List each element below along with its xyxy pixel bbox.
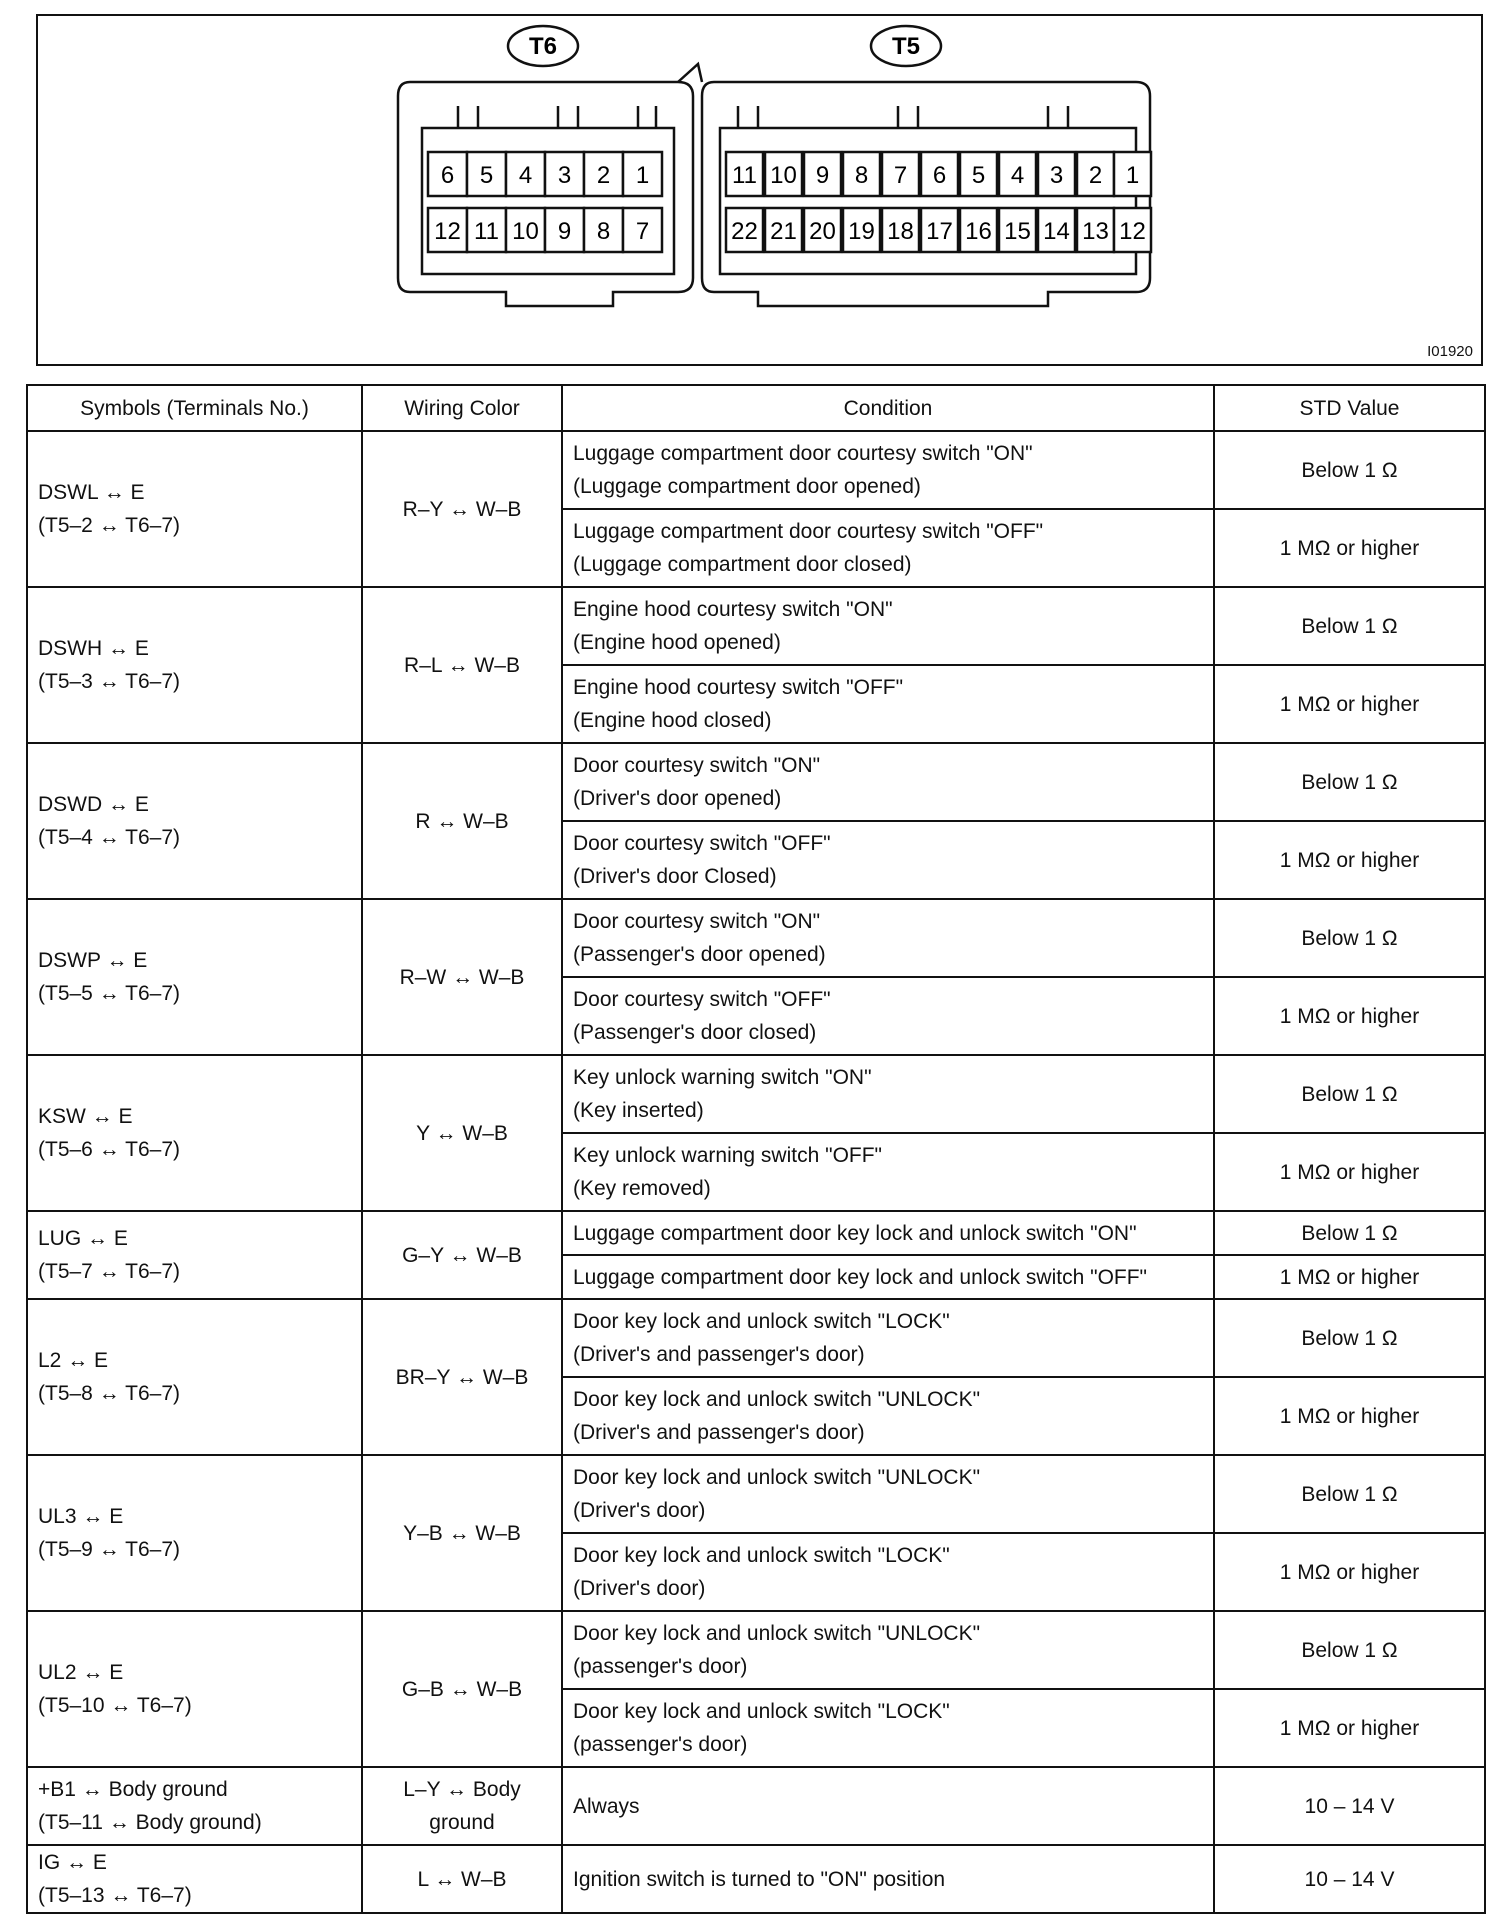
- cell-text-line: +B1 ↔ Body ground: [38, 1778, 228, 1801]
- table-row: [27, 431, 1485, 509]
- std-value-cell: 10 – 14 V: [1214, 1845, 1485, 1913]
- wiring-color-cell: [362, 1767, 562, 1845]
- condition-cell: [562, 509, 1214, 587]
- table-row: [27, 1611, 1485, 1689]
- condition-cell: [562, 977, 1214, 1055]
- cell-text-line: Luggage compartment door courtesy switch "OFF": [573, 520, 1044, 543]
- t6-pin-grid: [428, 152, 662, 252]
- std-value-cell: 1 MΩ or higher: [1214, 665, 1485, 743]
- cell-text-line: Door key lock and unlock switch "UNLOCK": [573, 1622, 981, 1645]
- cell-text-line: Ignition switch is turned to "ON" position: [573, 1867, 946, 1891]
- header-wiring-color: Wiring Color: [362, 385, 562, 431]
- symbol-cell: [27, 899, 362, 1055]
- figure-id: I01920: [1427, 343, 1473, 360]
- cell-text-line: Door key lock and unlock switch "LOCK": [573, 1310, 950, 1333]
- cell-text-line: (T5–8 ↔ T6–7): [38, 1382, 181, 1405]
- t5-pin-grid: [726, 152, 1151, 252]
- t6-pin: 3: [557, 162, 572, 189]
- t5-pin: 5: [971, 162, 986, 189]
- condition-cell: [562, 1133, 1214, 1211]
- t5-pin: 17: [926, 218, 953, 245]
- table-row: [27, 1055, 1485, 1133]
- t6-pin: 4: [518, 162, 533, 189]
- symbol-cell: [27, 431, 362, 587]
- t5-pin: 8: [854, 162, 869, 189]
- symbol-cell: [27, 1845, 362, 1913]
- cell-text-line: L2 ↔ E: [38, 1349, 109, 1372]
- connector-diagram: [36, 14, 1483, 366]
- t6-pin: 11: [474, 218, 499, 245]
- cell-text-line: (Key inserted): [573, 1099, 704, 1122]
- cell-text-line: Door courtesy switch "ON": [573, 754, 821, 777]
- cell-text-line: (passenger's door): [573, 1655, 748, 1678]
- cell-text-line: (T5–3 ↔ T6–7): [38, 670, 181, 693]
- cell-text-line: (Passenger's door closed): [573, 1021, 817, 1044]
- t5-pin: 21: [770, 218, 797, 245]
- cell-text-line: (T5–2 ↔ T6–7): [38, 514, 181, 537]
- condition-cell: [562, 1611, 1214, 1689]
- t5-pin: 7: [893, 162, 908, 189]
- cell-text-line: (Driver's door): [573, 1577, 706, 1600]
- condition-cell: [562, 1845, 1214, 1913]
- cell-text-line: DSWH ↔ E: [38, 637, 149, 660]
- cell-text-line: (T5–4 ↔ T6–7): [38, 826, 181, 849]
- condition-cell: [562, 1055, 1214, 1133]
- t5-pin: 9: [815, 162, 830, 189]
- symbol-cell: [27, 1211, 362, 1299]
- cell-text-line: R–W ↔ W–B: [399, 965, 525, 989]
- center-latch: [678, 64, 702, 82]
- table-row: [27, 1299, 1485, 1377]
- cell-text-line: R–Y ↔ W–B: [402, 497, 522, 521]
- cell-text-line: (Driver's door opened): [573, 787, 782, 810]
- cell-text-line: Y ↔ W–B: [416, 1121, 508, 1145]
- condition-cell: [562, 1377, 1214, 1455]
- condition-cell: [562, 1299, 1214, 1377]
- wiring-color-cell: [362, 1299, 562, 1455]
- std-value-cell: Below 1 Ω: [1214, 587, 1485, 665]
- resistance-spec-table: [26, 384, 1486, 1914]
- t5-pin: 18: [887, 218, 914, 245]
- connector-drawing: [38, 16, 1481, 364]
- t5-pin: 19: [848, 218, 875, 245]
- symbol-cell: [27, 1055, 362, 1211]
- cell-text-line: Luggage compartment door courtesy switch "ON": [573, 442, 1033, 465]
- condition-cell: [562, 1211, 1214, 1255]
- t6-pin: 5: [479, 162, 494, 189]
- wiring-color-cell: [362, 1055, 562, 1211]
- cell-text-line: DSWP ↔ E: [38, 949, 148, 972]
- t6-pin: 10: [512, 218, 539, 245]
- condition-cell: [562, 1767, 1214, 1845]
- cell-text-line: R ↔ W–B: [415, 809, 509, 833]
- cell-text-line: (T5–7 ↔ T6–7): [38, 1260, 181, 1283]
- t5-pin: 13: [1082, 218, 1109, 245]
- t5-pin: 6: [932, 162, 947, 189]
- t6-pin: 8: [596, 218, 611, 245]
- t6-connector-label: [508, 26, 578, 66]
- condition-cell: [562, 1255, 1214, 1299]
- condition-cell: [562, 587, 1214, 665]
- t5-pin: 14: [1043, 218, 1070, 245]
- latch-notches: [458, 106, 1068, 128]
- std-value-cell: 1 MΩ or higher: [1214, 1255, 1485, 1299]
- cell-text-line: IG ↔ E: [38, 1851, 107, 1874]
- std-value-cell: 1 MΩ or higher: [1214, 1689, 1485, 1767]
- wiring-color-cell: [362, 587, 562, 743]
- cell-text-line: (T5–6 ↔ T6–7): [38, 1138, 181, 1161]
- header-std-value: STD Value: [1214, 385, 1485, 431]
- cell-text-line: Door courtesy switch "OFF": [573, 832, 831, 855]
- table-row: [27, 899, 1485, 977]
- std-value-cell: Below 1 Ω: [1214, 899, 1485, 977]
- cell-text-line: Key unlock warning switch "ON": [573, 1066, 872, 1089]
- cell-text-line: (Engine hood closed): [573, 709, 772, 732]
- std-value-cell: Below 1 Ω: [1214, 1211, 1485, 1255]
- cell-text-line: L ↔ W–B: [417, 1867, 507, 1891]
- cell-text-line: UL2 ↔ E: [38, 1661, 124, 1684]
- symbol-cell: [27, 743, 362, 899]
- table-row: [27, 1767, 1485, 1845]
- cell-text-line: Luggage compartment door key lock and unlock switch "ON": [573, 1221, 1137, 1245]
- symbol-cell: [27, 1299, 362, 1455]
- symbol-cell: [27, 1611, 362, 1767]
- std-value-cell: 1 MΩ or higher: [1214, 821, 1485, 899]
- cell-text-line: (Driver's and passenger's door): [573, 1421, 865, 1444]
- cell-text-line: (T5–5 ↔ T6–7): [38, 982, 181, 1005]
- cell-text-line: DSWD ↔ E: [38, 793, 149, 816]
- t6-pin: 1: [635, 162, 650, 189]
- t5-pin: 15: [1004, 218, 1031, 245]
- t5-pin: 2: [1088, 162, 1103, 189]
- wiring-color-cell: [362, 1845, 562, 1913]
- t6-pin: 12: [434, 218, 461, 245]
- cell-text-line: G–Y ↔ W–B: [402, 1243, 522, 1267]
- cell-text-line: R–L ↔ W–B: [404, 653, 520, 677]
- t6-label-text: T6: [528, 33, 558, 60]
- table-row: [27, 743, 1485, 821]
- cell-text-line: Door courtesy switch "OFF": [573, 988, 831, 1011]
- table-row: [27, 1845, 1485, 1913]
- wiring-color-cell: [362, 899, 562, 1055]
- cell-text-line: (Driver's and passenger's door): [573, 1343, 865, 1366]
- symbol-cell: [27, 1455, 362, 1611]
- std-value-cell: Below 1 Ω: [1214, 1299, 1485, 1377]
- condition-cell: [562, 1689, 1214, 1767]
- table-row: [27, 1455, 1485, 1533]
- cell-text-line: G–B ↔ W–B: [401, 1677, 523, 1701]
- condition-cell: [562, 431, 1214, 509]
- cell-text-line: Engine hood courtesy switch "OFF": [573, 676, 904, 699]
- cell-text-line: LUG ↔ E: [38, 1227, 128, 1250]
- cell-text-line: Door key lock and unlock switch "UNLOCK": [573, 1466, 981, 1489]
- cell-text-line: (Driver's door Closed): [573, 865, 777, 888]
- cell-text-line: Door key lock and unlock switch "UNLOCK": [573, 1388, 981, 1411]
- t5-pin: 4: [1010, 162, 1025, 189]
- cell-text-line: Y–B ↔ W–B: [403, 1521, 521, 1545]
- t5-pin: 3: [1049, 162, 1064, 189]
- cell-text-line: (T5–11 ↔ Body ground): [38, 1811, 262, 1834]
- wiring-color-cell: [362, 1455, 562, 1611]
- condition-cell: [562, 1455, 1214, 1533]
- wiring-color-cell: [362, 1211, 562, 1299]
- symbol-cell: [27, 587, 362, 743]
- t5-pin: 11: [732, 162, 757, 189]
- wiring-color-cell: [362, 1611, 562, 1767]
- std-value-cell: Below 1 Ω: [1214, 431, 1485, 509]
- t5-pin: 20: [809, 218, 836, 245]
- header-symbols: Symbols (Terminals No.): [27, 385, 362, 431]
- cell-text-line: BR–Y ↔ W–B: [395, 1365, 529, 1389]
- cell-text-line: L–Y ↔ Body: [403, 1778, 521, 1801]
- cell-text-line: (Engine hood opened): [573, 631, 781, 654]
- t5-pin: 10: [770, 162, 797, 189]
- cell-text-line: UL3 ↔ E: [38, 1505, 124, 1528]
- condition-cell: [562, 1533, 1214, 1611]
- cell-text-line: Door key lock and unlock switch "LOCK": [573, 1700, 950, 1723]
- t6-pin: 9: [557, 218, 572, 245]
- condition-cell: [562, 821, 1214, 899]
- cell-text-line: Engine hood courtesy switch "ON": [573, 598, 893, 621]
- condition-cell: [562, 899, 1214, 977]
- table-header-row: [27, 385, 1485, 431]
- cell-text-line: (passenger's door): [573, 1733, 748, 1756]
- cell-text-line: Always: [573, 1794, 640, 1818]
- std-value-cell: 1 MΩ or higher: [1214, 977, 1485, 1055]
- std-value-cell: 1 MΩ or higher: [1214, 1533, 1485, 1611]
- condition-cell: [562, 665, 1214, 743]
- std-value-cell: 1 MΩ or higher: [1214, 1377, 1485, 1455]
- std-value-cell: 1 MΩ or higher: [1214, 1133, 1485, 1211]
- t5-connector-label: [871, 26, 941, 66]
- t5-pin: 12: [1119, 218, 1146, 245]
- t5-label-text: T5: [891, 33, 921, 60]
- cell-text-line: (Luggage compartment door opened): [573, 475, 921, 498]
- symbol-cell: [27, 1767, 362, 1845]
- cell-text-line: Key unlock warning switch "OFF": [573, 1144, 883, 1167]
- wiring-color-cell: [362, 743, 562, 899]
- wiring-color-cell: [362, 431, 562, 587]
- cell-text-line: Door courtesy switch "ON": [573, 910, 821, 933]
- t5-pin: 22: [731, 218, 758, 245]
- table-row: [27, 587, 1485, 665]
- std-value-cell: 10 – 14 V: [1214, 1767, 1485, 1845]
- condition-cell: [562, 743, 1214, 821]
- t6-pin: 2: [596, 162, 611, 189]
- cell-text-line: (Luggage compartment door closed): [573, 553, 912, 576]
- std-value-cell: Below 1 Ω: [1214, 1055, 1485, 1133]
- cell-text-line: ground: [429, 1811, 495, 1834]
- cell-text-line: Door key lock and unlock switch "LOCK": [573, 1544, 950, 1567]
- cell-text-line: (T5–13 ↔ T6–7): [38, 1884, 192, 1907]
- table-row: [27, 1211, 1485, 1255]
- cell-text-line: Luggage compartment door key lock and unlock switch "OFF": [573, 1265, 1148, 1289]
- cell-text-line: (Key removed): [573, 1177, 711, 1200]
- t5-pin: 16: [965, 218, 992, 245]
- std-value-cell: Below 1 Ω: [1214, 743, 1485, 821]
- header-condition: Condition: [562, 385, 1214, 431]
- cell-text-line: (Passenger's door opened): [573, 943, 826, 966]
- t6-pin: 6: [440, 162, 455, 189]
- cell-text-line: (Driver's door): [573, 1499, 706, 1522]
- t6-pin: 7: [635, 218, 650, 245]
- cell-text-line: (T5–10 ↔ T6–7): [38, 1694, 192, 1717]
- t5-pin: 1: [1125, 162, 1140, 189]
- cell-text-line: (T5–9 ↔ T6–7): [38, 1538, 181, 1561]
- cell-text-line: DSWL ↔ E: [38, 481, 145, 504]
- std-value-cell: 1 MΩ or higher: [1214, 509, 1485, 587]
- std-value-cell: Below 1 Ω: [1214, 1611, 1485, 1689]
- cell-text-line: KSW ↔ E: [38, 1105, 133, 1128]
- std-value-cell: Below 1 Ω: [1214, 1455, 1485, 1533]
